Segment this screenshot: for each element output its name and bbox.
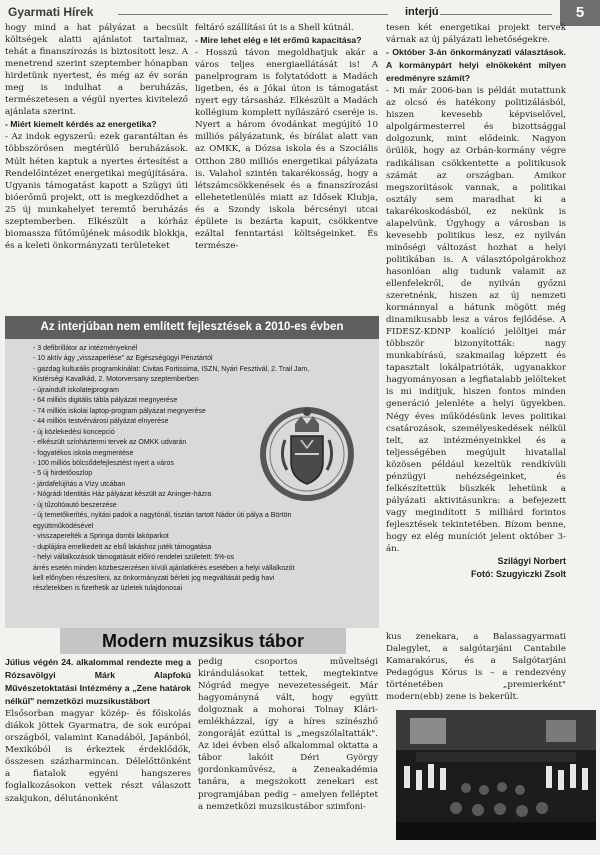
paragraph: kus zenekara, a Balassagyarmati Dalegylet, a salgótarjáni Cantabile Kamarakórus, és a Salgótarjáni Pedagógus Kórus is – a rendezvény történetében „premierként" modern(ebb) zene is bekerült. — [386, 632, 566, 703]
paragraph: - Mi már 2006-ban is példát mutattunk az olcsó és hatékony politizálásból, hiszen kevesebb képviselővel, alpolgármesterrel és bizottsággal dolgozunk, mint elődeink. Nagyon örülök, hogy az Orbán-kormány végre radikálisan csökkentette a politikusok számát az országban. Amikor megszoríitások vannak, a politikai osztály sem maradhat ki a takarékoskodásból, ez nekünk is alapelvünk. Úgyhogy a városban is kevesebb politikus lesz, ez nyilván minőségi változást hozhat a helyi politikában is. A választópolgárokhoz hasonlóan alig tudunk valamit az ellenfelekről, de nyilván győzni szeretnénk, hiszen az új nemzeti kormánnyal a hátunk mögött még dinamikusabb lesz a város fejlődése. A FIDESZ-KDNP koalíció jelöltjei már többször bizonyították: nagy munkabírású, szakmailag képzett és tapasztalt lokálpatrióták, ugyanakkor hagyományosan a legfiatalabb jelölteket is mi indítjuk, hiszen fontos minden generáció jelenléte a helyi ügyekben. Négy éves működésünk leves politikai csatározások, személyeskedések nélkül telt, az intézményeinkkel és a teljességében megújult hivatallal közösen például kezeltük rendkívüli pénzügyi nehézségeinket, és felkészítettük büszkék lehetünk a pályázati aktivitásunkra: a befejezett vagy megindított 5 milliárd forintos fejlesztések tekintetében. Bízom benne, hogy ez elég muníciót jelent október 3-án. — [386, 86, 566, 555]
music-column-2 — [198, 656, 378, 852]
list-item: - új közlekedési koncepció — [33, 428, 115, 436]
paragraph: Elsősorban magyar közép- és főiskolás diákok jöttek Gyarmatra, de sok európai országból, valamint Kanadából, Japánból, Mexikóból is érkeztek érdeklődők, összesen százharmincan. Délelőttönként a fiatalok egyéni hangszeres foglalkozásokon vettek részt válaszott szakjukon, délutánonként — [5, 709, 191, 804]
list-item: együttműködésével — [33, 522, 94, 530]
developments-box — [5, 316, 379, 628]
question: - Miért kiemelt kérdés az energetika? — [5, 119, 157, 130]
interview-column-2 — [195, 22, 378, 312]
box-title: Az interjúban nem említett fejlesztések a 2010-es évben — [5, 316, 379, 339]
section-label: interjú — [405, 6, 439, 18]
paragraph: - Hosszú távon megoldhatjuk akár a város teljes energiaellátását is! A panelprogram is folytatódott a Madách ligetben, és a Jókai úton is támogatást nyert egy társasház. Elkészült a Madách kollégium komplett nyílászáró cseréje is. Nyert a három óvodánkat megújító 10 milliós pályázatunk, és bírálat alatt van az OMKK, a Dózsa iskola és a Szociális Otthon 280 milliós energetikai pályázata is. Valahol szintén takarékosság, hogy a létszámcsökkenések és a finanszírozási ellehetetlenülés miatt az Idősek Klubja, és a Szondy iskola bércsényi utcai épülete is bezárta kapuit, csökkentve ezáltal fenntartási költségeinket. És természe- — [195, 48, 378, 251]
article-title: Modern muzsikus tábor — [101, 631, 305, 651]
paragraph: hogy mind a hat pályázat a becsült költségek alatti ajánlatot tartalmaz, tehát a finanszírozás is biztosított lesz. A menetrend szerint szeptember hónapban hirdetünk nyertest, és még az év során meg is indulhat a beruházás, természetesen a végül nyertes kivitelező ajánlata szerint. — [5, 23, 188, 118]
header-rule-right — [440, 14, 552, 15]
question: - Október 3-án önkormányzati választások. A kormánypárt helyi elnökeként milyen eredményre számít? — [386, 47, 566, 84]
page-number: 5 — [560, 0, 600, 26]
article-lead: Július végén 24. alkalommal rendezte meg a Rózsavölgyi Márk Alapfokú Művészetoktatási Intézmény a „Zene határok nélkül" nemzetközi muzsikustábort — [5, 657, 191, 707]
list-item: részletekben is fizethetik az üzletek tulajdonosai — [33, 585, 183, 593]
paragraph: pedig csoportos műveltségi kirándulásokat tettek, megtekintve Nógrád megye nevezetességeit. Már hagyományná vált, hogy együtt dolgoznak a mohorai Tolnay Klári-emlékházzal, így a híres színészhő zongoráját ezúttal is „megszólaltatták". Az idei évben első alkalommal oktatta a tábor lakóit Déri György gordonkaművész, a Zeneakadémia tanára, a megszokott zenekari est programjában pedig – amelyen felléptet a nemzetközi muzsikustábor szimfoni- — [198, 657, 378, 812]
list-item: - gazdag kulturális programkínálat: Civitas Fortissima, ISZN, Nyári Fesztivál, 2. Trail Jam, — [33, 365, 310, 373]
concert-photo — [396, 710, 596, 840]
interview-column-1 — [5, 22, 188, 312]
list-item: - 74 milliós iskolai laptop-program pályázat megnyerése — [33, 407, 206, 415]
list-item: - 3 defibrillátor az intézményeknél — [33, 345, 138, 352]
paragraph: feltáró szállítási út is a Shell kútnál. — [195, 23, 354, 33]
list-item: - járdafelújítás a Vízy utcában — [33, 480, 126, 488]
list-item: - 10 aktív ágy „visszaperlése" az Egészségügyi Pénztártól — [33, 355, 213, 363]
list-item: - visszaperelték a Springa dombi lakóparkot — [33, 533, 169, 541]
author-byline: Szilágyi Norbert — [497, 556, 566, 567]
newspaper-logo: Gyarmati Hírek — [8, 5, 94, 19]
city-coat-of-arms-icon — [257, 396, 357, 506]
list-item: - 64 milliós digitális tábla pályázat megnyerése — [33, 397, 178, 405]
list-item: - újraindult iskolatejprogram — [33, 386, 119, 394]
photo-credit: Fotó: Szugyiczki Zsolt — [470, 569, 566, 580]
list-item: kell előnyben részesíteni, az önkormányzati bérleti jog megváltását pedig havi — [33, 574, 275, 582]
list-item: - új tűzoltóautó beszerzése — [33, 501, 117, 509]
question: - Mire lehet elég e lét erőmű kapacitása? — [195, 35, 362, 46]
list-item: - 100 milliós bölcsődefejlesztést nyert a város — [33, 459, 174, 467]
music-column-1 — [5, 656, 191, 852]
list-item: - új temetőkerítés, nyitási padok a nagytónál, tisztán tartott Nádor úti pálya a Börtön — [33, 512, 292, 520]
list-item: - Nógrádi Identitás Ház pályázat készült az Aninger-házra — [33, 491, 212, 499]
header-rule — [118, 14, 388, 15]
paragraph: tesen két energetikai projekt tervek várnak az új pályázati lehetőségekre. — [386, 23, 566, 46]
list-item: - fogyatékos iskola megmentése — [33, 449, 134, 457]
list-item: Kistérségi Kavalkád, 2. Motorversany szeptemberben — [33, 376, 199, 384]
list-item: árrés esetén minden közbeszerzésen kívüli ajánlatkérés esetében a helyi vállalkozót — [33, 564, 295, 572]
list-item: - helyi vállalkozások támogatását előíró rendelet született: 5%-os — [33, 554, 235, 562]
interview-column-3 — [386, 22, 566, 627]
paragraph: - Az indok egyszerű: ezek garantáltan és többszörösen megtérülő beruházások. Múlt héten kaptuk a nyertes értesítést a Rendelőintézet energetikai megújítására. Ugyanis támogatást kapott a Szügyi úti bióerőmű projekt, ott is megkezdődhet a 25 új munkahelyet teremtő beruházás szeptemberben. Elkészült a kórház biomassza fűtőműjének második blokkja, és a keleti önkormányzati területeket — [5, 132, 188, 251]
list-item: - 5 új hirdetőoszlop — [33, 470, 93, 478]
music-column-3 — [386, 631, 566, 709]
list-item: - elkészült színháztermi tervek az OMKK udvarán — [33, 439, 187, 447]
list-item: - 44 milliós testvérvárosi pályázat elnyerése — [33, 418, 169, 426]
list-item: - duplájára emelkedett az első lakáshoz juték támogatása — [33, 543, 212, 551]
